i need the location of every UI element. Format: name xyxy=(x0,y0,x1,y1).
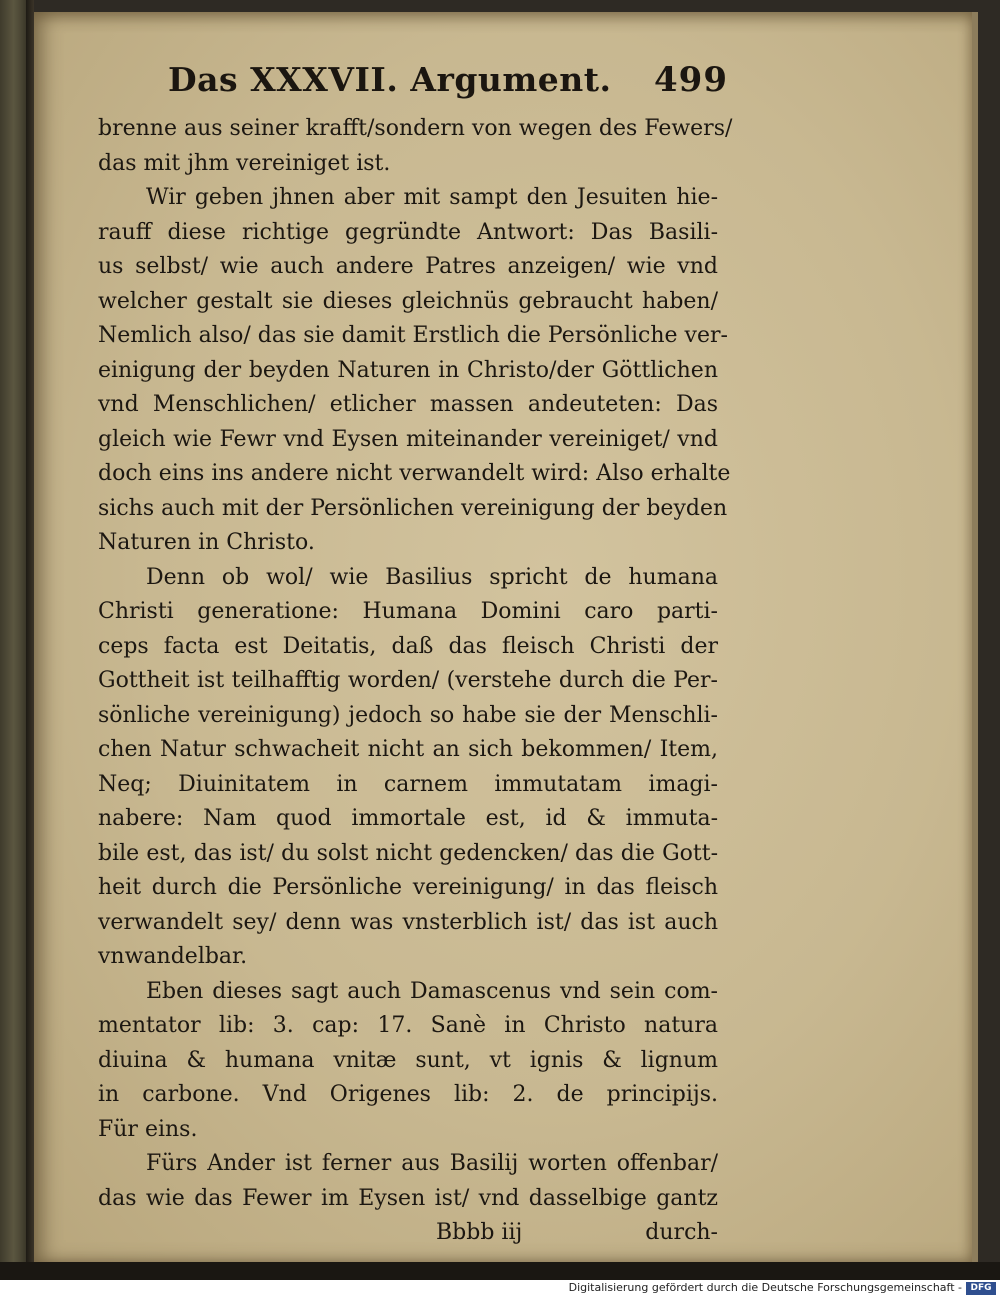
paragraph-start-line: Fürs Ander ist ferner aus Basilij worten offenbar/ xyxy=(146,1151,718,1176)
signature-mark: Bbbb iij xyxy=(436,1220,523,1245)
text-line: bile est, das ist/ du solst nicht gedencken/ das die Gott- xyxy=(98,840,718,866)
paragraph-start-line: Eben dieses sagt auch Damascenus vnd sein com- xyxy=(146,978,718,1004)
text-line: doch eins ins andere nicht verwandelt wird: Also erhalte xyxy=(98,461,731,486)
text-line: mentator lib: 3. cap: 17. Sanè in Christo natura xyxy=(98,1013,718,1038)
text-line: ceps facta est Deitatis, daß das fleisch Christi der xyxy=(98,633,718,659)
text-line: welcher gestalt sie dieses gleichnüs gebraucht haben/ xyxy=(98,288,718,314)
scan-bottom-edge xyxy=(0,1262,1000,1280)
text-line: chen Natur schwacheit nicht an sich bekommen/ Item, xyxy=(98,737,718,762)
page-fore-edge xyxy=(972,12,978,1262)
text-line: Gottheit ist teilhafftig worden/ (verstehe durch die Per- xyxy=(98,668,718,693)
page-header xyxy=(168,60,728,114)
text-line: einigung der beyden Naturen in Christo/der Göttlichen xyxy=(98,357,718,383)
text-line: das wie das Fewer im Eysen ist/ vnd dasselbige gantz xyxy=(98,1185,718,1211)
spine-edge xyxy=(26,0,34,1280)
signature-line xyxy=(98,1216,718,1251)
text-line: us selbst/ wie auch andere Patres anzeigen/ wie vnd xyxy=(98,254,718,279)
text-line: rauff diese richtige gegründte Antwort: Das Basili- xyxy=(98,219,718,245)
funding-credit: Digitalisierung gefördert durch die Deutsche Forschungsgemeinschaft - xyxy=(568,1281,962,1294)
text-line: Für eins. xyxy=(98,1116,198,1142)
running-head: Das XXXVII. Argument. xyxy=(168,60,612,99)
paragraph-start-line: Denn ob wol/ wie Basilius spricht de humana xyxy=(146,564,718,590)
text-line: Nemlich also/ das sie damit Erstlich die Persönliche ver- xyxy=(98,323,728,348)
text-line: nabere: Nam quod immortale est, id & immuta- xyxy=(98,806,718,831)
footer-bar xyxy=(0,1280,1000,1298)
dfg-logo: DFG xyxy=(966,1282,996,1295)
text-line: sichs auch mit der Persönlichen vereinigung der beyden xyxy=(98,495,728,521)
text-line: Naturen in Christo. xyxy=(98,530,315,555)
paragraph-start-line: Wir geben jhnen aber mit sampt den Jesuiten hie- xyxy=(146,185,718,210)
text-line: heit durch die Persönliche vereinigung/ in das fleisch xyxy=(98,875,718,900)
text-line: das mit jhm vereiniget ist. xyxy=(98,150,391,176)
text-line: in carbone. Vnd Origenes lib: 2. de principijs. xyxy=(98,1082,718,1107)
text-line: brenne aus seiner krafft/sondern von wegen des Fewers/ xyxy=(98,116,733,141)
page-number: 499 xyxy=(654,60,728,100)
text-line: vnd Menschlichen/ etlicher massen andeuteten: Das xyxy=(98,392,718,417)
text-line: vnwandelbar. xyxy=(98,944,248,969)
text-line: sönliche vereinigung) jedoch so habe sie der Menschli- xyxy=(98,702,718,728)
text-line: diuina & humana vnitæ sunt, vt ignis & lignum xyxy=(98,1047,718,1073)
body-text xyxy=(98,112,733,1251)
text-line: Christi generatione: Humana Domini caro parti- xyxy=(98,599,718,624)
text-line: Neq; Diuinitatem in carnem immutatam imagi- xyxy=(98,771,718,797)
catchword: durch- xyxy=(645,1220,718,1245)
text-line: gleich wie Fewr vnd Eysen miteinander vereiniget/ vnd xyxy=(98,426,718,452)
text-line: verwandelt sey/ denn was vnsterblich ist/ das ist auch xyxy=(98,909,718,935)
